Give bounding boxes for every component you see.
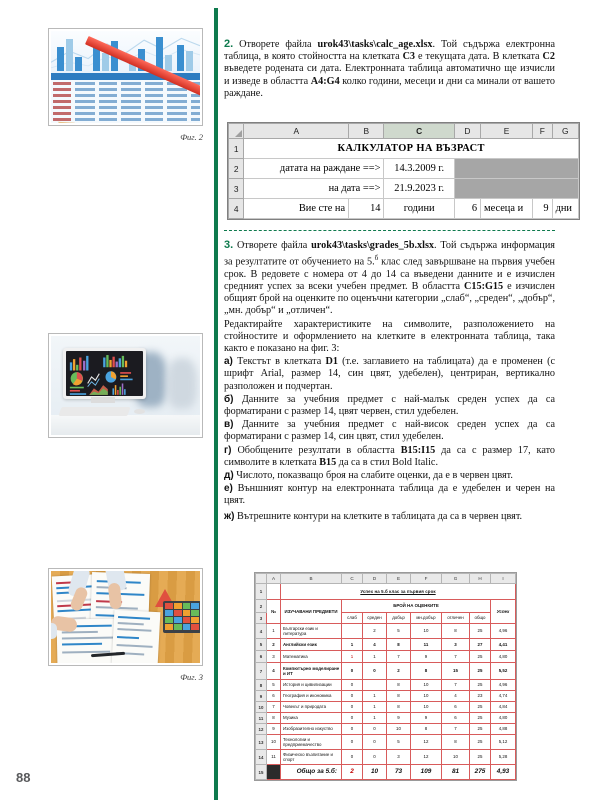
row-average[interactable]: 4 (363, 639, 387, 651)
row-good[interactable]: 8 (387, 702, 411, 713)
row-verygood[interactable]: 12 (411, 735, 442, 750)
item-b-text: Данните за учебния предмет с най-малък среден успех да са форматирани с размер 14, цвят червен, стил удебелен. (224, 393, 556, 418)
row-weak[interactable]: 1 (342, 651, 363, 663)
grades-total-score[interactable]: 4,93 (491, 765, 516, 780)
row-score[interactable]: 4,74 (491, 691, 516, 702)
row-excellent[interactable]: 7 (442, 651, 470, 663)
task-3-item-e (224, 483, 555, 507)
row-good[interactable]: 7 (387, 651, 411, 663)
grades-total-blackcell (267, 765, 281, 780)
mouse-icon (134, 409, 144, 414)
column-header-c[interactable]: C (384, 124, 454, 139)
row-subject[interactable]: Физическо възпитание и спорт (281, 750, 342, 765)
row-good[interactable]: 2 (387, 663, 411, 680)
task-2-cell-c3: C3 (402, 51, 416, 63)
row-excellent[interactable]: 6 (442, 713, 470, 724)
task-3-item-v (224, 419, 555, 443)
row-score[interactable]: 5,28 (491, 750, 516, 765)
row-subject[interactable]: География и икономика (281, 691, 342, 702)
grades-row-header-5[interactable]: 5 (256, 639, 267, 651)
column-header-d[interactable]: D (454, 124, 480, 139)
grades-column-header-f[interactable]: F (411, 574, 442, 584)
row-excellent[interactable]: 7 (442, 680, 470, 691)
table-row[interactable] (256, 663, 516, 680)
row-subject[interactable]: История и цивилизации (281, 680, 342, 691)
item-marker-b: б) (224, 393, 234, 405)
row-verygood[interactable]: 10 (411, 624, 442, 639)
task-3-text-1: Отворете файла (237, 240, 312, 251)
task-2-text-1: Отворете файла (239, 39, 318, 50)
item-g-range-b15i15: B15:I15 (400, 444, 436, 456)
grades-total-good[interactable]: 73 (387, 765, 411, 780)
birthdate-value-cell[interactable]: 14.3.2009 г. (384, 159, 454, 179)
currentdate-label-cell[interactable]: на дата ==> (244, 179, 384, 199)
item-marker-e: е) (224, 483, 233, 495)
task-3-filepath: urok43\tasks\grades_5b.xlsx (311, 240, 435, 251)
row-no[interactable]: 9 (267, 724, 281, 735)
row-weak[interactable]: 0 (342, 680, 363, 691)
row-weak[interactable]: 0 (342, 713, 363, 724)
row-no[interactable]: 5 (267, 680, 281, 691)
row-header-2[interactable]: 2 (229, 159, 244, 179)
sheet-row-3 (229, 179, 579, 199)
spreadsheet-age-calculator[interactable] (227, 122, 580, 220)
row-subject[interactable]: Музика (281, 713, 342, 724)
grades-a1[interactable] (267, 584, 281, 600)
grades-column-header-row (256, 574, 516, 584)
spreadsheet-grades-table (255, 573, 516, 780)
row-no[interactable]: 1 (267, 624, 281, 639)
table-row[interactable] (256, 724, 516, 735)
item-v-text: Данните за учебния предмет с най-висок среден успех да са форматирани с размер 14, син цвят, стил удебелен. (224, 419, 555, 443)
row-subject[interactable]: Човекът и природата (281, 702, 342, 713)
grades-title-cell[interactable]: Успех на 5.б клас за първия срок (281, 584, 516, 600)
item-marker-v: в) (224, 419, 234, 431)
left-illustration-column (0, 0, 212, 807)
row-no[interactable]: 3 (267, 651, 281, 663)
row-subject[interactable]: Технологии и предприемачество (281, 735, 342, 750)
task-3-item-zh (224, 511, 555, 523)
task-2-range-a4g4: A4:G4 (310, 75, 340, 87)
row-no[interactable]: 8 (267, 713, 281, 724)
row-score[interactable]: 5,12 (491, 735, 516, 750)
table-row[interactable] (256, 624, 516, 639)
row-weak[interactable]: 0 (342, 724, 363, 735)
row-header-4[interactable]: 4 (229, 199, 244, 219)
row-excellent[interactable]: 7 (442, 724, 470, 735)
section-divider (224, 230, 555, 231)
grades-column-header-a[interactable]: A (267, 574, 281, 584)
row-verygood[interactable]: 12 (411, 750, 442, 765)
grades-row-2 (256, 600, 516, 613)
row-good[interactable]: 8 (387, 639, 411, 651)
row-average[interactable]: 0 (363, 663, 387, 680)
task-3-number: 3. (224, 239, 234, 251)
grades-row-header-6[interactable]: 6 (256, 651, 267, 663)
row-total[interactable]: 25 (470, 680, 491, 691)
task-3-edit-intro: Редактирайте характеристиките на символите, разположението на стойностите и оформлението на клетките в електронната таблица, така както е показано на фиг. 3: (224, 318, 555, 355)
table-row[interactable] (256, 639, 516, 651)
figure-block-fig2 (48, 28, 203, 142)
item-marker-zh: ж) (224, 510, 235, 522)
task-2-cell-c2: C2 (542, 51, 555, 63)
table-row[interactable] (256, 691, 516, 702)
row-total[interactable]: 27 (470, 639, 491, 651)
table-row[interactable] (256, 651, 516, 663)
grades-col-total[interactable]: общо (470, 613, 491, 624)
sheet-title-cell[interactable]: КАЛКУЛАТОР НА ВЪЗРАСТ (244, 139, 579, 159)
row-verygood[interactable]: 9 (411, 713, 442, 724)
task-2-paragraph (224, 38, 555, 100)
task-2-block (224, 38, 555, 101)
spreadsheet-age-table (228, 123, 579, 219)
task-2-text-2: . Той съдържа електронна таблица, в която стойността на клетката (224, 39, 555, 63)
row-excellent[interactable]: 6 (442, 702, 470, 713)
currentdate-value-cell[interactable]: 21.9.2023 г. (384, 179, 454, 199)
row-total[interactable]: 25 (470, 713, 491, 724)
row-excellent[interactable]: 8 (442, 735, 470, 750)
row-average[interactable] (363, 680, 387, 691)
row-verygood[interactable]: 8 (411, 663, 442, 680)
grades-row-header-10[interactable]: 10 (256, 702, 267, 713)
row-verygood[interactable]: 10 (411, 691, 442, 702)
row-subject[interactable]: Изобразително изкуство (281, 724, 342, 735)
grades-col-average[interactable]: среден (363, 613, 387, 624)
row-score[interactable]: 4,96 (491, 624, 516, 639)
grades-col-excellent[interactable]: отличен (442, 613, 470, 624)
row-total[interactable]: 25 (470, 702, 491, 713)
row-average[interactable]: 1 (363, 713, 387, 724)
result-days-label[interactable]: дни (552, 199, 578, 219)
task-3-text-3: клас след завършване на първия учебен срок. В редовете с номера от 4 до 14 са въведени данните и е изчислен средният успех за всеки учебен предмет. В областта (224, 256, 555, 292)
figure-caption-fig3: Фиг. 3 (180, 672, 203, 682)
grades-total-row[interactable] (256, 765, 516, 780)
column-header-b[interactable]: B (349, 124, 384, 139)
task-3-item-a (224, 356, 555, 393)
item-zh-text: Вътрешните контури на клетките в таблицата да са в червен цвят. (236, 510, 523, 522)
row-weak[interactable]: 0 (342, 735, 363, 750)
column-header-a[interactable]: A (244, 124, 349, 139)
grades-row-header-11[interactable]: 11 (256, 713, 267, 724)
grades-header-no[interactable]: № (267, 600, 281, 624)
figure-image-monitor-charts (48, 333, 203, 438)
row-score[interactable]: 4,84 (491, 702, 516, 713)
row-subject[interactable]: Български език и литература (281, 624, 342, 639)
row-average[interactable]: 0 (363, 724, 387, 735)
table-row[interactable] (256, 702, 516, 713)
task-3-class-letter: б (374, 254, 379, 263)
grades-row-header-4[interactable]: 4 (256, 624, 267, 639)
item-marker-d: д) (224, 470, 234, 482)
grades-total-label[interactable]: Общо за 5.б: (281, 765, 342, 780)
grades-row-header-3[interactable]: 3 (256, 613, 267, 624)
task-3-item-b (224, 394, 555, 418)
result-months-value[interactable]: 6 (454, 199, 480, 219)
birthdate-label-cell[interactable]: датата на раждане ==> (244, 159, 384, 179)
row-total[interactable]: 25 (470, 735, 491, 750)
task-2-text-4: въведете родената си дата. Електронната таблица автоматично ще изчисли и изведе в областта (224, 63, 555, 87)
row-average[interactable]: 0 (363, 750, 387, 765)
grades-row-header-1[interactable]: 1 (256, 584, 267, 600)
grades-total-average[interactable]: 10 (363, 765, 387, 780)
figure-image-financial-chart (48, 28, 203, 126)
page-accent-rule (214, 8, 218, 800)
grades-column-header-g[interactable]: G (442, 574, 470, 584)
task-3-range-c15g15: C15:G15 (464, 281, 504, 292)
grades-total-total[interactable]: 275 (470, 765, 491, 780)
item-d-text: Числото, показващо броя на слабите оценки, да е в червен цвят. (236, 470, 513, 482)
grades-header-avg[interactable]: Успех (491, 600, 516, 624)
empty-gray-cells-row3 (454, 179, 578, 199)
keyboard-icon (58, 407, 130, 416)
row-weak[interactable]: 1 (342, 639, 363, 651)
table-row[interactable] (256, 713, 516, 724)
figure-block-fig3 (48, 568, 203, 682)
column-header-e[interactable]: E (481, 124, 533, 139)
row-subject[interactable]: Компютърно моделиране и ИТ (281, 663, 342, 680)
row-excellent[interactable]: 4 (442, 691, 470, 702)
result-months-label[interactable]: месеца и (481, 199, 533, 219)
row-average[interactable]: 2 (363, 624, 387, 639)
row-weak[interactable]: 0 (342, 691, 363, 702)
row-total[interactable]: 25 (470, 651, 491, 663)
grades-row-header-15[interactable]: 15 (256, 765, 267, 780)
task-3-block (224, 239, 555, 524)
row-weak[interactable] (342, 624, 363, 639)
spreadsheet-grades[interactable] (254, 572, 517, 781)
item-g-cell-b15: B15 (319, 456, 337, 468)
grades-row-header-9[interactable]: 9 (256, 691, 267, 702)
row-average[interactable]: 0 (363, 735, 387, 750)
item-e-text: Външният контур на електронната таблица да е удебелен и черен на цвят. (224, 483, 556, 507)
row-total[interactable]: 23 (470, 691, 491, 702)
row-no[interactable]: 6 (267, 691, 281, 702)
grades-header-subject[interactable]: ИЗУЧАВАНИ ПРЕДМЕТИ (281, 600, 342, 624)
grades-col-verygood[interactable]: мн.добър (411, 613, 442, 624)
monitor-icon (63, 348, 146, 399)
item-marker-a: а) (224, 356, 233, 368)
row-excellent[interactable]: 15 (442, 663, 470, 680)
grades-total-weak[interactable]: 2 (342, 765, 363, 780)
column-header-g[interactable]: G (552, 124, 578, 139)
row-verygood[interactable]: 8 (411, 724, 442, 735)
task-2-number: 2. (224, 38, 234, 50)
empty-gray-cells-row2 (454, 159, 578, 179)
grades-total-verygood[interactable]: 109 (411, 765, 442, 780)
sheet-row-2 (229, 159, 579, 179)
item-a-text-1: Текстът в клетката (237, 356, 326, 368)
page-number: 88 (16, 770, 31, 785)
row-no[interactable]: 11 (267, 750, 281, 765)
grades-row-header-12[interactable]: 12 (256, 724, 267, 735)
grades-row-header-13[interactable]: 13 (256, 735, 267, 750)
row-verygood[interactable]: 9 (411, 651, 442, 663)
row-no[interactable]: 7 (267, 702, 281, 713)
row-header-3[interactable]: 3 (229, 179, 244, 199)
row-subject[interactable]: Математика (281, 651, 342, 663)
grades-column-header-b[interactable]: B (281, 574, 342, 584)
grades-column-header-d[interactable]: D (363, 574, 387, 584)
figure-image-desk-reports (48, 568, 203, 666)
grades-total-excellent[interactable]: 81 (442, 765, 470, 780)
row-total[interactable]: 25 (470, 724, 491, 735)
grades-col-weak[interactable]: слаб (342, 613, 363, 624)
row-weak[interactable]: 0 (342, 702, 363, 713)
row-good[interactable]: 5 (387, 735, 411, 750)
grades-select-all-corner[interactable] (256, 574, 267, 584)
grades-row-header-8[interactable]: 8 (256, 680, 267, 691)
row-total[interactable]: 25 (470, 663, 491, 680)
row-score[interactable]: 5,52 (491, 663, 516, 680)
row-good[interactable]: 5 (387, 624, 411, 639)
item-marker-g: г) (224, 444, 232, 456)
row-no[interactable]: 4 (267, 663, 281, 680)
select-all-corner[interactable] (229, 124, 244, 139)
row-total[interactable]: 25 (470, 624, 491, 639)
row-subject[interactable]: Английски език (281, 639, 342, 651)
row-score[interactable]: 4,88 (491, 724, 516, 735)
row-no[interactable]: 10 (267, 735, 281, 750)
figure-caption-fig2: Фиг. 2 (180, 132, 203, 142)
task-3-text-2: . Той съдържа информация за резултатите от обучението на 5. (224, 240, 555, 268)
item-a-text-2: (т.е. заглавието на таблицата) да е променен (с шрифт Arial, размер 14, син цвят, удебелен), центриран, вертикално разположен и подчертан. (224, 356, 556, 392)
grades-col-good[interactable]: добър (387, 613, 411, 624)
row-verygood[interactable]: 11 (411, 639, 442, 651)
row-excellent[interactable]: 10 (442, 750, 470, 765)
row-good[interactable]: 9 (387, 713, 411, 724)
row-excellent[interactable]: 3 (442, 639, 470, 651)
task-3-text-4: е изчислен общият брой на оценките по оценъчни категории „слаб“, „среден“, „добър“, „мн. добър“ и „отличен“. (224, 281, 555, 317)
row-score[interactable]: 4,41 (491, 639, 516, 651)
row-header-1[interactable]: 1 (229, 139, 244, 159)
row-no[interactable]: 2 (267, 639, 281, 651)
table-row[interactable] (256, 735, 516, 750)
result-text-a[interactable]: Вие сте на (244, 199, 349, 219)
task-2-text-5: колко години, месеци и дни са минали от вашето раждане. (224, 75, 555, 99)
row-weak[interactable]: 0 (342, 663, 363, 680)
result-years-label[interactable]: години (384, 199, 454, 219)
row-verygood[interactable]: 10 (411, 702, 442, 713)
item-g-text-2: да са с размер 17, като символите в клетката (224, 444, 556, 468)
column-header-f[interactable]: F (533, 124, 552, 139)
row-average[interactable]: 1 (363, 651, 387, 663)
sheet-row-1 (229, 139, 579, 159)
grades-row-header-2[interactable]: 2 (256, 600, 267, 613)
row-total[interactable]: 25 (470, 750, 491, 765)
sheet-row-4 (229, 199, 579, 219)
right-content-column (224, 0, 580, 807)
figure-block-monitor (48, 333, 203, 438)
row-average[interactable]: 1 (363, 691, 387, 702)
task-3-item-g (224, 445, 555, 469)
row-good[interactable]: 8 (387, 691, 411, 702)
row-score[interactable]: 4,80 (491, 713, 516, 724)
row-verygood[interactable]: 10 (411, 680, 442, 691)
item-g-text-3: да са в стил Bold Italic. (336, 456, 438, 468)
task-2-text-3: е текущата дата. В клетката (415, 51, 543, 63)
row-average[interactable]: 1 (363, 702, 387, 713)
column-header-row (229, 124, 579, 139)
result-years-value[interactable]: 14 (349, 199, 384, 219)
row-score[interactable]: 4,80 (491, 651, 516, 663)
grades-header-group[interactable]: БРОЙ НА ОЦЕНКИТЕ (342, 600, 491, 613)
grades-row-1 (256, 584, 516, 600)
grades-row-header-14[interactable]: 14 (256, 750, 267, 765)
item-g-text-1: Обобщените резултати в областта (237, 444, 401, 456)
row-excellent[interactable]: 8 (442, 624, 470, 639)
row-score[interactable]: 4,96 (491, 680, 516, 691)
grades-column-header-c[interactable]: C (342, 574, 363, 584)
grades-column-header-h[interactable]: H (470, 574, 491, 584)
result-days-value[interactable]: 9 (533, 199, 552, 219)
task-3-item-d (224, 470, 555, 482)
row-good[interactable]: 3 (387, 750, 411, 765)
task-3-intro-paragraph (224, 239, 555, 318)
row-good[interactable]: 10 (387, 724, 411, 735)
grades-row-header-7[interactable]: 7 (256, 663, 267, 680)
task-2-filepath: urok43\tasks\calc_age.xlsx (317, 39, 433, 50)
grades-column-header-e[interactable]: E (387, 574, 411, 584)
grades-column-header-i[interactable]: I (491, 574, 516, 584)
row-weak[interactable]: 0 (342, 750, 363, 765)
row-good[interactable]: 8 (387, 680, 411, 691)
table-row[interactable] (256, 750, 516, 765)
item-a-cell-d1: D1 (325, 356, 338, 368)
tablet-icon (163, 601, 200, 633)
table-row[interactable] (256, 680, 516, 691)
